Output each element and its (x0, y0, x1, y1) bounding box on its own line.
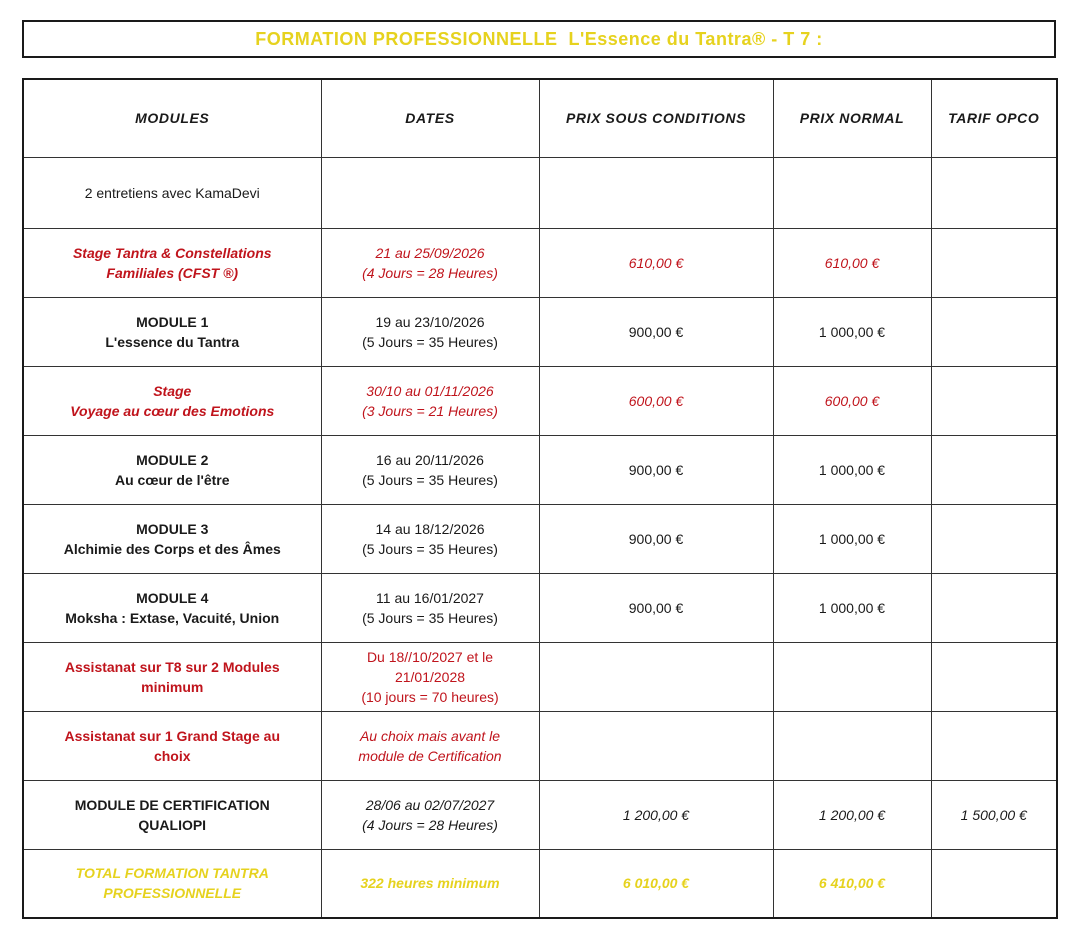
table-row (23, 573, 1057, 642)
tarif-opco-cell (931, 228, 1057, 297)
module-line-2: L'essence du Tantra (105, 333, 240, 350)
dates-cell (321, 573, 539, 642)
tarif-opco-cell (931, 157, 1057, 228)
prix-conditions-cell: 600,00 € (539, 366, 773, 435)
prix-normal-cell: 1 000,00 € (773, 435, 931, 504)
prix-normal-cell: 1 000,00 € (773, 504, 931, 573)
prix-normal-cell: 1 000,00 € (773, 297, 931, 366)
module-line-2: Alchimie des Corps et des Âmes (63, 540, 281, 557)
tarif-opco-cell (931, 573, 1057, 642)
total-prix-normal-cell: 6 410,00 € (773, 849, 931, 918)
module-cell (23, 504, 321, 573)
module-line-1: MODULE DE CERTIFICATION (74, 796, 270, 813)
module-line-2: QUALIOPI (138, 816, 207, 833)
module-line-1: MODULE 4 (136, 589, 209, 606)
module-line-1: Assistanat sur 1 Grand Stage au (64, 727, 281, 744)
table-row (23, 366, 1057, 435)
prix-normal-cell (773, 157, 931, 228)
dates-line-3: (10 jours = 70 heures) (361, 688, 499, 705)
table-row (23, 711, 1057, 780)
dates-line-2: (4 Jours = 28 Heures) (362, 264, 498, 281)
title-banner (22, 20, 1056, 58)
total-tarif-opco-cell (931, 849, 1057, 918)
total-label-line-2: PROFESSIONNELLE (103, 885, 242, 902)
module-cell (23, 228, 321, 297)
prix-conditions-cell: 900,00 € (539, 573, 773, 642)
dates-cell (321, 297, 539, 366)
dates-cell (321, 504, 539, 573)
dates-cell (321, 711, 539, 780)
dates-line-1: 11 au 16/01/2027 (376, 589, 484, 606)
dates-line-2: 21/01/2028 (394, 668, 466, 685)
dates-line-1: 30/10 au 01/11/2026 (366, 382, 494, 399)
module-line-1: Stage (153, 382, 192, 399)
module-cell (23, 711, 321, 780)
page-title: FORMATION PROFESSIONNELLE L'Essence du Tantra® - T 7 : (255, 28, 823, 49)
dates-line-1: 14 au 18/12/2026 (375, 520, 485, 537)
tarif-opco-cell (931, 435, 1057, 504)
module-line-1: MODULE 1 (136, 313, 209, 330)
dates-line-2: (4 Jours = 28 Heures) (362, 816, 498, 833)
prix-normal-cell (773, 642, 931, 711)
module-cell (23, 435, 321, 504)
prix-conditions-cell: 1 200,00 € (539, 780, 773, 849)
prix-conditions-cell: 610,00 € (539, 228, 773, 297)
table-row (23, 504, 1057, 573)
dates-cell (321, 228, 539, 297)
prix-normal-cell (773, 711, 931, 780)
header-tarif-opco: TARIF OPCO (931, 79, 1057, 157)
prix-conditions-cell: 900,00 € (539, 504, 773, 573)
header-dates: DATES (321, 79, 539, 157)
prix-normal-cell: 600,00 € (773, 366, 931, 435)
total-hours-cell: 322 heures minimum (321, 849, 539, 918)
module-line-1: MODULE 3 (136, 520, 209, 537)
prix-normal-cell: 610,00 € (773, 228, 931, 297)
total-label-line-1: TOTAL FORMATION TANTRA (75, 865, 269, 882)
module-line-2: Voyage au cœur des Emotions (70, 402, 275, 419)
dates-line-1: 21 au 25/09/2026 (375, 244, 485, 261)
table-row (23, 780, 1057, 849)
module-line-1: 2 entretiens avec KamaDevi (84, 184, 260, 201)
module-cell (23, 366, 321, 435)
pricing-table (22, 78, 1058, 919)
table-row (23, 297, 1057, 366)
header-prix-normal: PRIX NORMAL (773, 79, 931, 157)
table-row (23, 642, 1057, 711)
table-row (23, 435, 1057, 504)
table-row (23, 157, 1057, 228)
module-cell (23, 157, 321, 228)
prix-conditions-cell (539, 157, 773, 228)
prix-normal-cell: 1 000,00 € (773, 573, 931, 642)
dates-cell (321, 366, 539, 435)
total-row (23, 849, 1057, 918)
module-line-1: MODULE 2 (136, 451, 209, 468)
tarif-opco-cell: 1 500,00 € (931, 780, 1057, 849)
module-line-2: minimum (141, 678, 204, 695)
dates-line-2: module de Certification (358, 747, 502, 764)
dates-line-2: (5 Jours = 35 Heures) (362, 471, 498, 488)
module-cell (23, 780, 321, 849)
module-line-2: Familiales (CFST ®) (106, 264, 239, 281)
table-header-row (23, 79, 1057, 157)
dates-line-2: (3 Jours = 21 Heures) (362, 402, 498, 419)
dates-line-2: (5 Jours = 35 Heures) (362, 540, 498, 557)
dates-line-1: 28/06 au 02/07/2027 (365, 796, 495, 813)
dates-line-2: (5 Jours = 35 Heures) (362, 609, 498, 626)
module-line-1: Assistanat sur T8 sur 2 Modules (64, 658, 280, 675)
dates-cell (321, 780, 539, 849)
module-cell (23, 297, 321, 366)
dates-line-1: Au choix mais avant le (359, 727, 501, 744)
prix-conditions-cell (539, 711, 773, 780)
tarif-opco-cell (931, 504, 1057, 573)
total-label-cell (23, 849, 321, 918)
dates-cell (321, 435, 539, 504)
dates-line-2: (5 Jours = 35 Heures) (362, 333, 498, 350)
prix-conditions-cell: 900,00 € (539, 297, 773, 366)
tarif-opco-cell (931, 366, 1057, 435)
header-modules: MODULES (23, 79, 321, 157)
dates-line-1: Du 18//10/2027 et le (366, 648, 494, 665)
module-cell (23, 642, 321, 711)
dates-line-1: 19 au 23/10/2026 (375, 313, 485, 330)
module-line-2: Moksha : Extase, Vacuité, Union (65, 609, 280, 626)
dates-cell (321, 642, 539, 711)
tarif-opco-cell (931, 297, 1057, 366)
prix-conditions-cell: 900,00 € (539, 435, 773, 504)
tarif-opco-cell (931, 642, 1057, 711)
table-row (23, 228, 1057, 297)
module-line-1: Stage Tantra & Constellations (72, 244, 272, 261)
dates-line-1: 16 au 20/11/2026 (376, 451, 484, 468)
tarif-opco-cell (931, 711, 1057, 780)
module-line-2: Au cœur de l'être (114, 471, 230, 488)
prix-conditions-cell (539, 642, 773, 711)
header-prix-conditions: PRIX SOUS CONDITIONS (539, 79, 773, 157)
total-prix-conditions-cell: 6 010,00 € (539, 849, 773, 918)
module-line-2: choix (153, 747, 191, 764)
module-cell (23, 573, 321, 642)
prix-normal-cell: 1 200,00 € (773, 780, 931, 849)
dates-cell (321, 157, 539, 228)
